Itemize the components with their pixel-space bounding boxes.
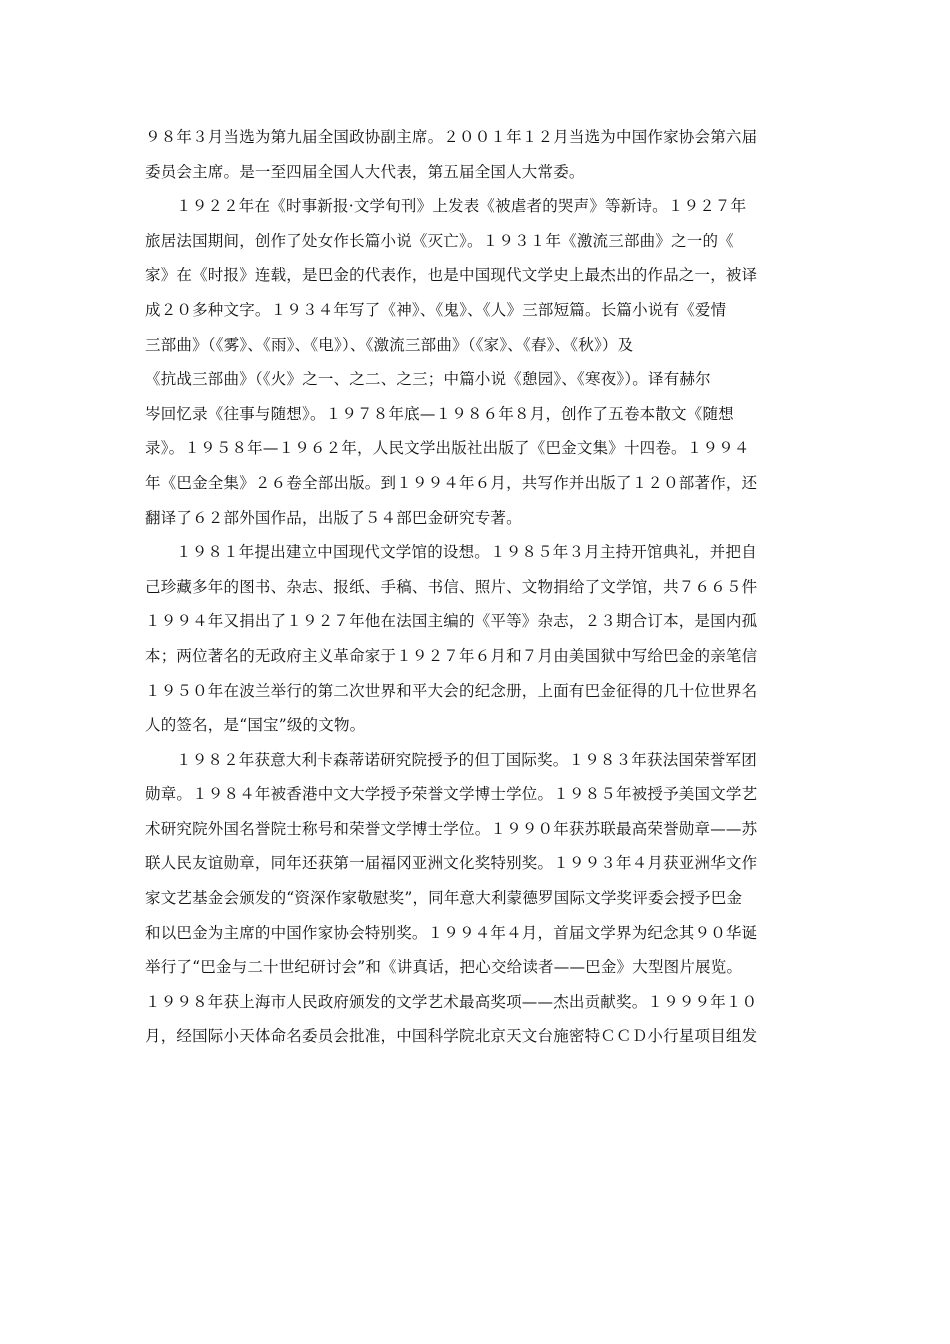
text-line: 成２０多种文字。１９３４年写了《神》、《鬼》、《人》三部短篇。长篇小说有《爱情: [145, 300, 727, 319]
text-line: 岑回忆录《往事与随想》。１９７８年底—１９８６年８月，创作了五卷本散文《随想: [145, 404, 734, 423]
paragraph-start-line: １９８２年获意大利卡森蒂诺研究院授予的但丁国际奖。１９８３年获法国荣誉军团: [176, 750, 757, 769]
text-line: 月，经国际小天体命名委员会批准，中国科学院北京天文台施密特ＣＣＤ小行星项目组发: [145, 1027, 758, 1046]
text-line: 年《巴金全集》２６卷全部出版。到１９９４年６月，共写作并出版了１２０部著作，还: [145, 473, 758, 492]
text-line: 三部曲》（《雾》、《雨》、《电》）、《激流三部曲》（《家》、《春》、《秋》）及: [145, 335, 634, 354]
text-line: 举行了“巴金与二十世纪研讨会”和《讲真话，把心交给读者——巴金》大型图片展览。: [145, 958, 743, 977]
text-line: ９８年３月当选为第九届全国政协副主席。２００１年１２月当选为中国作家协会第六届: [145, 128, 758, 146]
text-line: 本；两位著名的无政府主义革命家于１９２７年６月和７月由美国狱中写给巴金的亲笔信: [145, 646, 758, 665]
text-line: 己珍藏多年的图书、杂志、报纸、手稿、书信、照片、文物捐给了文学馆，共７６６５件: [145, 577, 758, 596]
text-line: 勋章。１９８４年被香港中文大学授予荣誉文学博士学位。１９８５年被授予美国文学艺: [145, 785, 758, 804]
text-line: 《抗战三部曲》（《火》之一、之二、之三；中篇小说《憩园》、《寒夜》）。译有赫尔: [145, 370, 711, 389]
text-line: 术研究院外国名誉院士称号和荣誉文学博士学位。１９９０年获苏联最高荣誉勋章——苏: [145, 819, 758, 838]
text-line: 家文艺基金会颁发的“资深作家敬慰奖”，同年意大利蒙德罗国际文学奖评委会授予巴金: [145, 889, 743, 908]
text-line: １９９４年又捐出了１９２７年他在法国主编的《平等》杂志，２３期合订本，是国内孤: [145, 612, 758, 631]
document-body: [145, 120, 810, 1054]
paragraph-start-line: １９８１年提出建立中国现代文学馆的设想。１９８５年３月主持开馆典礼，并把自: [176, 543, 757, 562]
text-line: 和以巴金为主席的中国作家协会特别奖。１９９４年４月，首届文学界为纪念其９０华诞: [145, 923, 758, 942]
text-line: 翻译了６２部外国作品，出版了５４部巴金研究专著。: [145, 508, 522, 527]
text-line: 委员会主席。是一至四届全国人大代表，第五届全国人大常委。: [145, 162, 585, 181]
text-line: 旅居法国期间，创作了处女作长篇小说《灭亡》。１９３１年《激流三部曲》之一的《: [145, 231, 734, 250]
text-line: 联人民友谊勋章，同年还获第一届福冈亚洲文化奖特别奖。１９９３年４月获亚洲华文作: [145, 854, 758, 873]
text-line: 人的签名，是“国宝”级的文物。: [145, 716, 366, 735]
text-line: 家》在《时报》连载，是巴金的代表作，也是中国现代文学史上最杰出的作品之一，被译: [145, 266, 758, 285]
text-line: １９９８年获上海市人民政府颁发的文学艺术最高奖项——杰出贡献奖。１９９９年１０: [145, 992, 758, 1011]
text-line: １９５０年在波兰举行的第二次世界和平大会的纪念册，上面有巴金征得的几十位世界名: [145, 681, 758, 700]
paragraph-start-line: １９２２年在《时事新报·文学旬刊》上发表《被虐者的哭声》等新诗。１９２７年: [176, 197, 747, 216]
text-line: 录》。１９５８年—１９６２年，人民文学出版社出版了《巴金文集》十四卷。１９９４: [145, 439, 750, 458]
